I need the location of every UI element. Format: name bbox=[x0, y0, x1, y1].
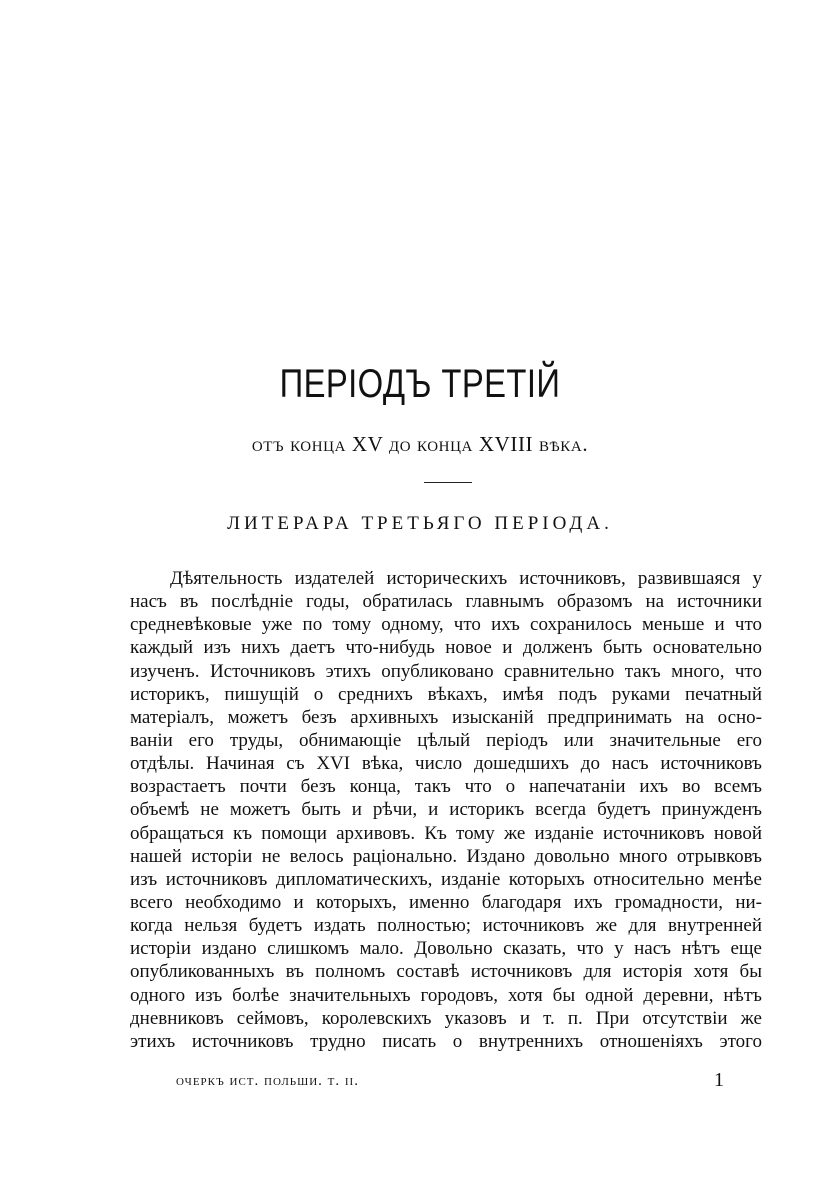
paragraph-line: историкъ, пишущій о среднихъ вѣкахъ, имѣя подъ руками печатный bbox=[130, 683, 762, 705]
paragraph-line: ваніи его труды, обнимающіе цѣлый періодъ или значительные его bbox=[130, 729, 762, 751]
period-subtitle bbox=[0, 432, 840, 457]
paragraph-line: Дѣятельность издателей историческихъ источниковъ, развившаяся у bbox=[170, 568, 762, 589]
section-heading: ЛИТЕРАРА ТРЕТЬЯГО ПЕРІОДА. bbox=[227, 513, 613, 534]
paragraph-line: насъ въ послѣдніе годы, обратилась главнымъ образомъ на источники bbox=[130, 591, 762, 613]
page-number: 1 bbox=[714, 1069, 724, 1091]
running-title: очеркъ ист. польши. т. ii. bbox=[176, 1073, 359, 1089]
paragraph-line: обращаться къ помощи архивовъ. Къ тому же изданіе источниковъ новой bbox=[130, 822, 762, 844]
title-divider bbox=[424, 482, 472, 483]
paragraph-line: возрастаетъ почти безъ конца, такъ что о напечатаніи ихъ во всемъ bbox=[130, 776, 762, 798]
paragraph-line: дневниковъ сеймовъ, королевскихъ указовъ и т. п. При отсутствіи же bbox=[130, 1007, 762, 1029]
subtitle-suffix: вѣка. bbox=[539, 432, 589, 456]
paragraph-line: отдѣлы. Начиная съ XVI вѣка, число дошедшихъ до насъ источниковъ bbox=[130, 753, 762, 775]
paragraph-line: изученъ. Источниковъ этихъ опубликовано сравнительно такъ много, что bbox=[130, 660, 762, 682]
paragraph-line: объемѣ не можетъ быть и рѣчи, и историкъ всегда будетъ принужденъ bbox=[130, 799, 762, 821]
subtitle-prefix: отъ конца bbox=[251, 432, 347, 456]
paragraph-line: каждый изъ нихъ даетъ что-нибудь новое и долженъ быть основательно bbox=[130, 637, 762, 659]
page-footer bbox=[130, 1069, 762, 1095]
paragraph-line: матеріалъ, можетъ безъ архивныхъ изысканій предпринимать на осно- bbox=[130, 706, 762, 728]
page-title: ПЕРІОДЪ ТРЕТІЙ bbox=[279, 362, 561, 406]
paragraph-line: опубликованныхъ въ полномъ составѣ источниковъ для исторія хотя бы bbox=[130, 961, 762, 983]
paragraph-line: изъ источниковъ дипломатическихъ, изданіе которыхъ относительно менѣе bbox=[130, 868, 762, 890]
paragraph-line: нашей исторіи не велось раціонально. Издано довольно много отрывковъ bbox=[130, 845, 762, 867]
paragraph-line: одного изъ болѣе значительныхъ городовъ, хотя бы одной деревни, нѣтъ bbox=[130, 984, 762, 1006]
subtitle-century-end: XVIII bbox=[478, 432, 534, 456]
body-paragraph bbox=[130, 567, 762, 1053]
paragraph-line: всего необходимо и которыхъ, именно благодаря ихъ громадности, ни- bbox=[130, 891, 762, 913]
paragraph-line: этихъ источниковъ трудно писать о внутреннихъ отношеніяхъ этого bbox=[130, 1030, 762, 1052]
subtitle-century-start: XV bbox=[351, 432, 384, 456]
subtitle-middle: до конца bbox=[388, 432, 473, 456]
paragraph-line: средневѣковые уже по тому одному, что ихъ сохранилось меньше и что bbox=[130, 614, 762, 636]
paragraph-line: когда нельзя будетъ издать полностью; источниковъ же для внутренней bbox=[130, 915, 762, 937]
paragraph-line: исторіи издано слишкомъ мало. Довольно сказать, что у насъ нѣтъ еще bbox=[130, 938, 762, 960]
